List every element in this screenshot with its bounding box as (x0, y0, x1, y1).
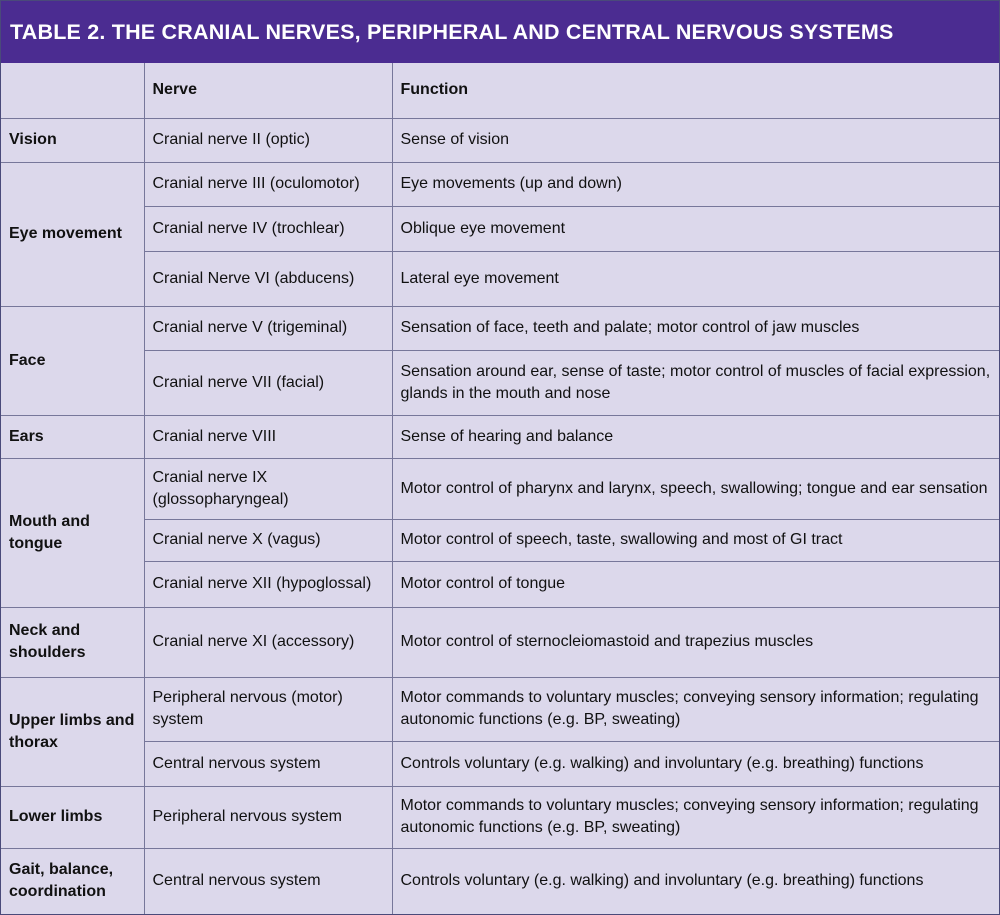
group-label-vision: Vision (1, 118, 144, 162)
function-cell: Motor control of sternocleiomastoid and trapezius muscles (392, 607, 999, 677)
nerve-cell: Cranial nerve IX (glossopharyngeal) (144, 458, 392, 519)
function-cell: Eye movements (up and down) (392, 162, 999, 206)
nerve-cell: Cranial nerve V (trigeminal) (144, 306, 392, 350)
header-row (1, 63, 999, 118)
table-title: TABLE 2. THE CRANIAL NERVES, PERIPHERAL AND CENTRAL NERVOUS SYSTEMS (1, 1, 999, 63)
function-cell: Sensation of face, teeth and palate; motor control of jaw muscles (392, 306, 999, 350)
table-row (1, 118, 999, 162)
table-row (1, 206, 999, 251)
group-label-face: Face (1, 306, 144, 415)
table-row (1, 741, 999, 786)
function-cell: Motor control of tongue (392, 561, 999, 607)
group-label-gait-balance: Gait, balance, coordination (1, 848, 144, 914)
header-corner-cell (1, 63, 144, 118)
group-label-lower-limbs: Lower limbs (1, 786, 144, 848)
function-cell: Motor commands to voluntary muscles; conveying sensory information; regulating autonomic functions (e.g. BP, sweating) (392, 786, 999, 848)
function-cell: Controls voluntary (e.g. walking) and involuntary (e.g. breathing) functions (392, 741, 999, 786)
nerve-cell: Cranial nerve IV (trochlear) (144, 206, 392, 251)
table-row (1, 350, 999, 415)
group-label-upper-limbs-thorax: Upper limbs and thorax (1, 677, 144, 786)
table-row (1, 607, 999, 677)
nerve-cell: Cranial nerve X (vagus) (144, 519, 392, 561)
table-row (1, 519, 999, 561)
group-label-ears: Ears (1, 415, 144, 458)
nerve-cell: Central nervous system (144, 741, 392, 786)
function-cell: Oblique eye movement (392, 206, 999, 251)
group-label-mouth-tongue: Mouth and tongue (1, 458, 144, 607)
header-nerve: Nerve (144, 63, 392, 118)
table-row (1, 786, 999, 848)
table-row (1, 306, 999, 350)
function-cell: Motor commands to voluntary muscles; conveying sensory information; regulating autonomic functions (e.g. BP, sweating) (392, 677, 999, 741)
nerve-cell: Cranial nerve XI (accessory) (144, 607, 392, 677)
nerve-cell: Cranial nerve VII (facial) (144, 350, 392, 415)
table-row (1, 677, 999, 741)
nerve-cell: Cranial Nerve VI (abducens) (144, 251, 392, 306)
nerve-cell: Peripheral nervous (motor) system (144, 677, 392, 741)
function-cell: Lateral eye movement (392, 251, 999, 306)
nerve-cell: Cranial nerve III (oculomotor) (144, 162, 392, 206)
nerve-cell: Peripheral nervous system (144, 786, 392, 848)
table-row (1, 458, 999, 519)
table-row (1, 415, 999, 458)
function-cell: Motor control of speech, taste, swallowing and most of GI tract (392, 519, 999, 561)
function-cell: Sensation around ear, sense of taste; motor control of muscles of facial expression, glands in the mouth and nose (392, 350, 999, 415)
nerve-cell: Cranial nerve XII (hypoglossal) (144, 561, 392, 607)
table-row (1, 162, 999, 206)
table-row (1, 848, 999, 914)
group-label-neck-shoulders: Neck and shoulders (1, 607, 144, 677)
function-cell: Sense of hearing and balance (392, 415, 999, 458)
function-cell: Sense of vision (392, 118, 999, 162)
function-cell: Motor control of pharynx and larynx, speech, swallowing; tongue and ear sensation (392, 458, 999, 519)
nerve-table (1, 63, 999, 914)
group-label-eye-movement: Eye movement (1, 162, 144, 306)
nerve-cell: Cranial nerve VIII (144, 415, 392, 458)
nerve-cell: Central nervous system (144, 848, 392, 914)
table-row (1, 251, 999, 306)
header-function: Function (392, 63, 999, 118)
function-cell: Controls voluntary (e.g. walking) and involuntary (e.g. breathing) functions (392, 848, 999, 914)
table-row (1, 561, 999, 607)
nerve-cell: Cranial nerve II (optic) (144, 118, 392, 162)
